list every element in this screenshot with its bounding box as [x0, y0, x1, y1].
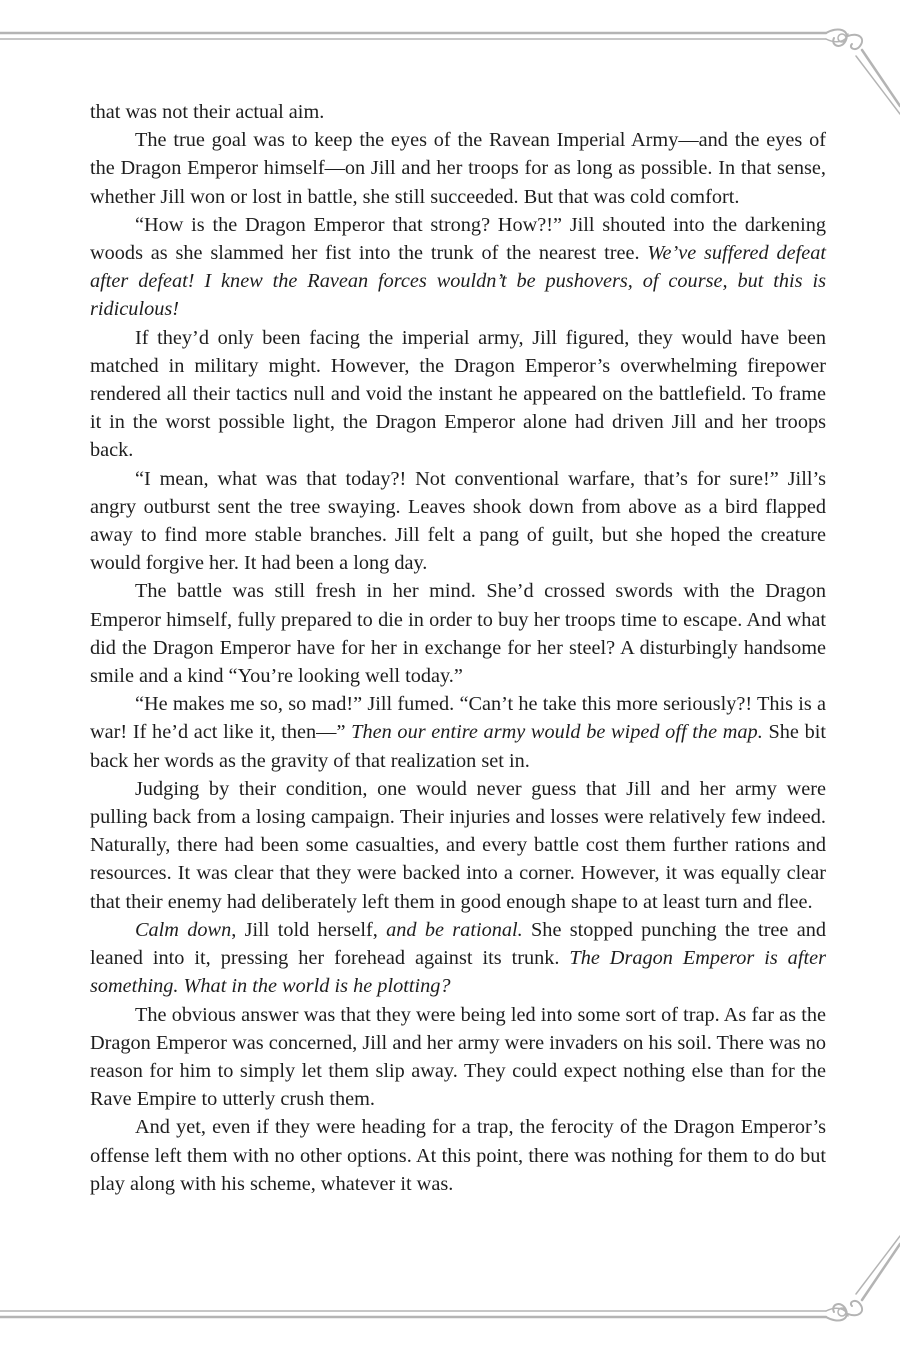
paragraph: that was not their actual aim.: [90, 101, 325, 123]
paragraph: The battle was still fresh in her mind. She’d crossed swords with the Dragon Emperor himself, fully prepared to die in order to buy her troops time to escape. And what did the Dragon Emperor have for her in exchange for her steel? A disturbingly handsome smile and a kind “You’re looking well today.”: [90, 580, 826, 688]
paragraph: If they’d only been facing the imperial army, Jill figured, they would have been matched in military might. However, the Dragon Emperor’s overwhelming firepower rendered all their tactics null and void the instant he appeared on the battlefield. To frame it in the worst possible light, the Dragon Emperor alone had driven Jill and her troops back.: [90, 326, 826, 462]
inner-thought: We’ve suffered defeat after defeat! I knew the Ravean forces wouldn’t be pushovers, of course, but this is ridiculous!: [90, 242, 826, 321]
paragraph: The obvious answer was that they were being led into some sort of trap. As far as the Dragon Emperor was concerned, Jill and her army were invaders on his soil. There was no reason for him to simply let them slip away. They could expect nothing else than for the Rave Empire to utterly crush them.: [90, 1003, 826, 1111]
inner-thought: Calm down: [135, 918, 232, 941]
inner-thought: Then our entire army would be wiped off the map.: [351, 721, 763, 744]
paragraph: “How is the Dragon Emperor that strong? How?!” Jill shouted into the darkening woods as she slammed her fist into the trunk of the nearest tree. We’ve suffered defeat after defeat! I knew the Ravean forces wouldn’t be pushovers, of course, but this is ridiculous!: [90, 213, 826, 321]
paragraph: And yet, even if they were heading for a trap, the ferocity of the Dragon Emperor’s offense left them with no other options. At this point, there was nothing for them to do but play along with his scheme, whatever it was.: [90, 1116, 826, 1195]
top-corner-ornament-icon: [826, 29, 900, 114]
inner-thought: The Dragon Emperor is after something. What in the world is he plotting?: [90, 947, 826, 998]
paragraph: “He makes me so, so mad!” Jill fumed. “Can’t he take this more seriously?! This is a war! If he’d act like it, then—” Then our entire army would be wiped off the map. She bit back her words as the gravity of that realization set in.: [90, 693, 826, 772]
paragraph: Judging by their condition, one would never guess that Jill and her army were pulling back from a losing campaign. Their injuries and losses were relatively few indeed. Naturally, there had been some casualties, and every battle cost them further rations and resources. It was clear that they were backed into a corner. However, it was equally clear that their enemy had deliberately left them in good enough shape to at least turn and flee.: [90, 777, 826, 913]
paragraph: Calm down, Jill told herself, and be rational. She stopped punching the tree and leaned into it, pressing her forehead against its trunk. The Dragon Emperor is after something. What in the world is he plotting?: [90, 918, 826, 998]
paragraph: The true goal was to keep the eyes of the Ravean Imperial Army—and the eyes of the Dragon Emperor himself—on Jill and her troops for as long as possible. In that sense, whether Jill won or lost in battle, she still succeeded. But that was cold comfort.: [90, 129, 826, 208]
page-body-text: [90, 98, 826, 1198]
bottom-corner-ornament-icon: [826, 1236, 900, 1321]
inner-thought: and be rational.: [386, 918, 523, 941]
paragraph: “I mean, what was that today?! Not conventional warfare, that’s for sure!” Jill’s angry outburst sent the tree swaying. Leaves shook down from above as a bird flapped away to find more stable branches. Jill felt a pang of guilt, but she hoped the creature would forgive her. It had been a long day.: [90, 467, 826, 575]
